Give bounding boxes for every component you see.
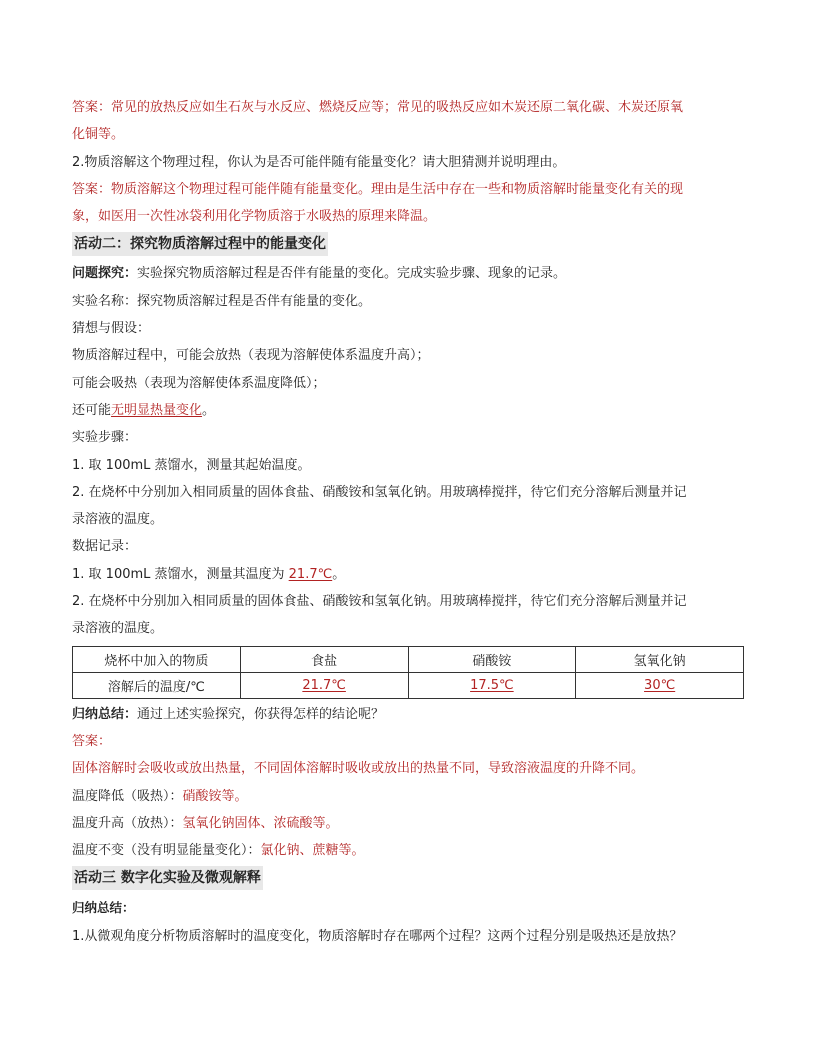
- table-cell: [576, 672, 744, 698]
- answer-label: 答案：: [72, 100, 112, 115]
- table-cell: [240, 672, 408, 698]
- temperature-higher-answer: 氢氧化钠固体、浓硫酸等。: [182, 815, 339, 831]
- data-1-prefix: 1. 取 100mL 蒸馏水，测量其温度为: [72, 566, 289, 582]
- hypothesis-1: 物质溶解过程中，可能会放热（表现为溶解使体系温度升高）；: [72, 348, 430, 364]
- hypothesis-title: 猜想与假设：: [72, 321, 151, 337]
- temperature-lower: [72, 783, 744, 810]
- temperature-same-answer: 氯化钠、蔗糖等。: [260, 843, 365, 859]
- problem-line: [72, 260, 744, 287]
- q1-answer-line-1: [72, 94, 744, 121]
- q1-answer-line-2: [72, 121, 744, 148]
- answer-text: 化铜等。: [72, 127, 125, 143]
- table-cell: [408, 672, 576, 698]
- problem-label: 问题探究：: [72, 266, 138, 282]
- table-row: [73, 672, 744, 698]
- temperature-same: [72, 837, 744, 864]
- temperature-higher-label: 温度升高（放热）：: [72, 815, 183, 831]
- summary-answer-label-row: [72, 728, 744, 755]
- data-1: [72, 561, 744, 588]
- answer-text: 常见的放热反应如生石灰与水反应、燃烧反应等；常见的吸热反应如木炭还原二氧化碳、木炭还原氧: [111, 100, 684, 115]
- hypothesis-3-suffix: 。: [202, 402, 216, 418]
- activity-2-heading-row: [72, 230, 744, 260]
- answer-text: 象，如医用一次性冰袋利用化学物质溶于水吸热的原理来降温。: [72, 209, 437, 225]
- temperature-same-label: 温度不变（没有明显能量变化）：: [72, 843, 261, 859]
- table-header-cell: 硝酸铵: [408, 646, 576, 672]
- answer-text: 固体溶解时会吸收或放出热量，不同固体溶解时吸收或放出的热量不同，导致溶液温度的升降不同。: [72, 761, 645, 777]
- table-row-label: 溶解后的温度/℃: [73, 672, 241, 698]
- hypothesis-3: [72, 397, 744, 424]
- document-page: [72, 94, 744, 950]
- summary-label: 归纳总结：: [72, 706, 138, 722]
- temperature-lower-answer: 硝酸铵等。: [182, 788, 248, 804]
- summary-line: [72, 701, 744, 728]
- summary-answer-main: [72, 755, 744, 782]
- question-2: 2.物质溶解这个物理过程，你认为是否可能伴随有能量变化？请大胆猜测并说明理由。: [72, 154, 566, 170]
- answer-label: 答案：: [72, 733, 112, 749]
- activity-3-heading-row: [72, 864, 744, 894]
- step-1: 1. 取 100mL 蒸馏水，测量其起始温度。: [72, 457, 311, 473]
- table-header-row: [73, 646, 744, 672]
- data-2-line-1: 2. 在烧杯中分别加入相同质量的固体食盐、硝酸铵和氢氧化钠。用玻璃棒搅拌，待它们充分溶解后测量并记: [72, 594, 687, 610]
- step-2-line-2: 录溶液的温度。: [72, 512, 164, 528]
- hypothesis-3-prefix: 还可能: [72, 402, 112, 418]
- experiment-name: 实验名称：探究物质溶解过程是否伴有能量的变化。: [72, 293, 372, 309]
- table-header-cell: 氢氧化钠: [576, 646, 744, 672]
- temperature-lower-label: 温度降低（吸热）：: [72, 788, 183, 804]
- answer-label: 答案：: [72, 181, 112, 197]
- table-header-cell: 食盐: [240, 646, 408, 672]
- table-header-cell: 烧杯中加入的物质: [73, 646, 241, 672]
- answer-text: 物质溶解这个物理过程可能伴随有能量变化。理由是生活中存在一些和物质溶解时能量变化有关的现: [111, 181, 684, 197]
- activity-3-question-1: 1.从微观角度分析物质溶解时的温度变化，物质溶解时存在哪两个过程？这两个过程分别是吸热还是放热？: [72, 928, 683, 944]
- problem-text: 实验探究物质溶解过程是否伴有能量的变化。完成实验步骤、现象的记录。: [137, 266, 567, 282]
- steps-title: 实验步骤：: [72, 430, 138, 446]
- hypothesis-2: 可能会吸热（表现为溶解使体系温度降低）；: [72, 375, 326, 391]
- activity-3-summary-label: 归纳总结：: [72, 900, 135, 916]
- summary-question: 通过上述实验探究，你获得怎样的结论呢？: [137, 706, 385, 722]
- activity-3-summary-label-row: [72, 894, 744, 922]
- hypothesis-3-answer: 无明显热量变化: [111, 402, 203, 418]
- table-value: 17.5℃: [470, 677, 514, 693]
- data-1-suffix: 。: [332, 566, 346, 582]
- data-table: [72, 646, 744, 699]
- data-1-value: 21.7℃: [288, 566, 333, 582]
- q2-answer-line-1: [72, 176, 744, 203]
- temperature-higher: [72, 810, 744, 837]
- step-2-line-1: 2. 在烧杯中分别加入相同质量的固体食盐、硝酸铵和氢氧化钠。用玻璃棒搅拌，待它们充分溶解后测量并记: [72, 484, 687, 500]
- activity-3-heading: 活动三 数字化实验及微观解释: [72, 866, 263, 890]
- q2-answer-line-2: [72, 203, 744, 230]
- data-title: 数据记录：: [72, 539, 138, 555]
- table-value: 30℃: [644, 677, 676, 693]
- activity-2-heading: 活动二：探究物质溶解过程中的能量变化: [72, 232, 328, 256]
- data-2-line-2: 录溶液的温度。: [72, 621, 164, 637]
- table-value: 21.7℃: [302, 677, 346, 693]
